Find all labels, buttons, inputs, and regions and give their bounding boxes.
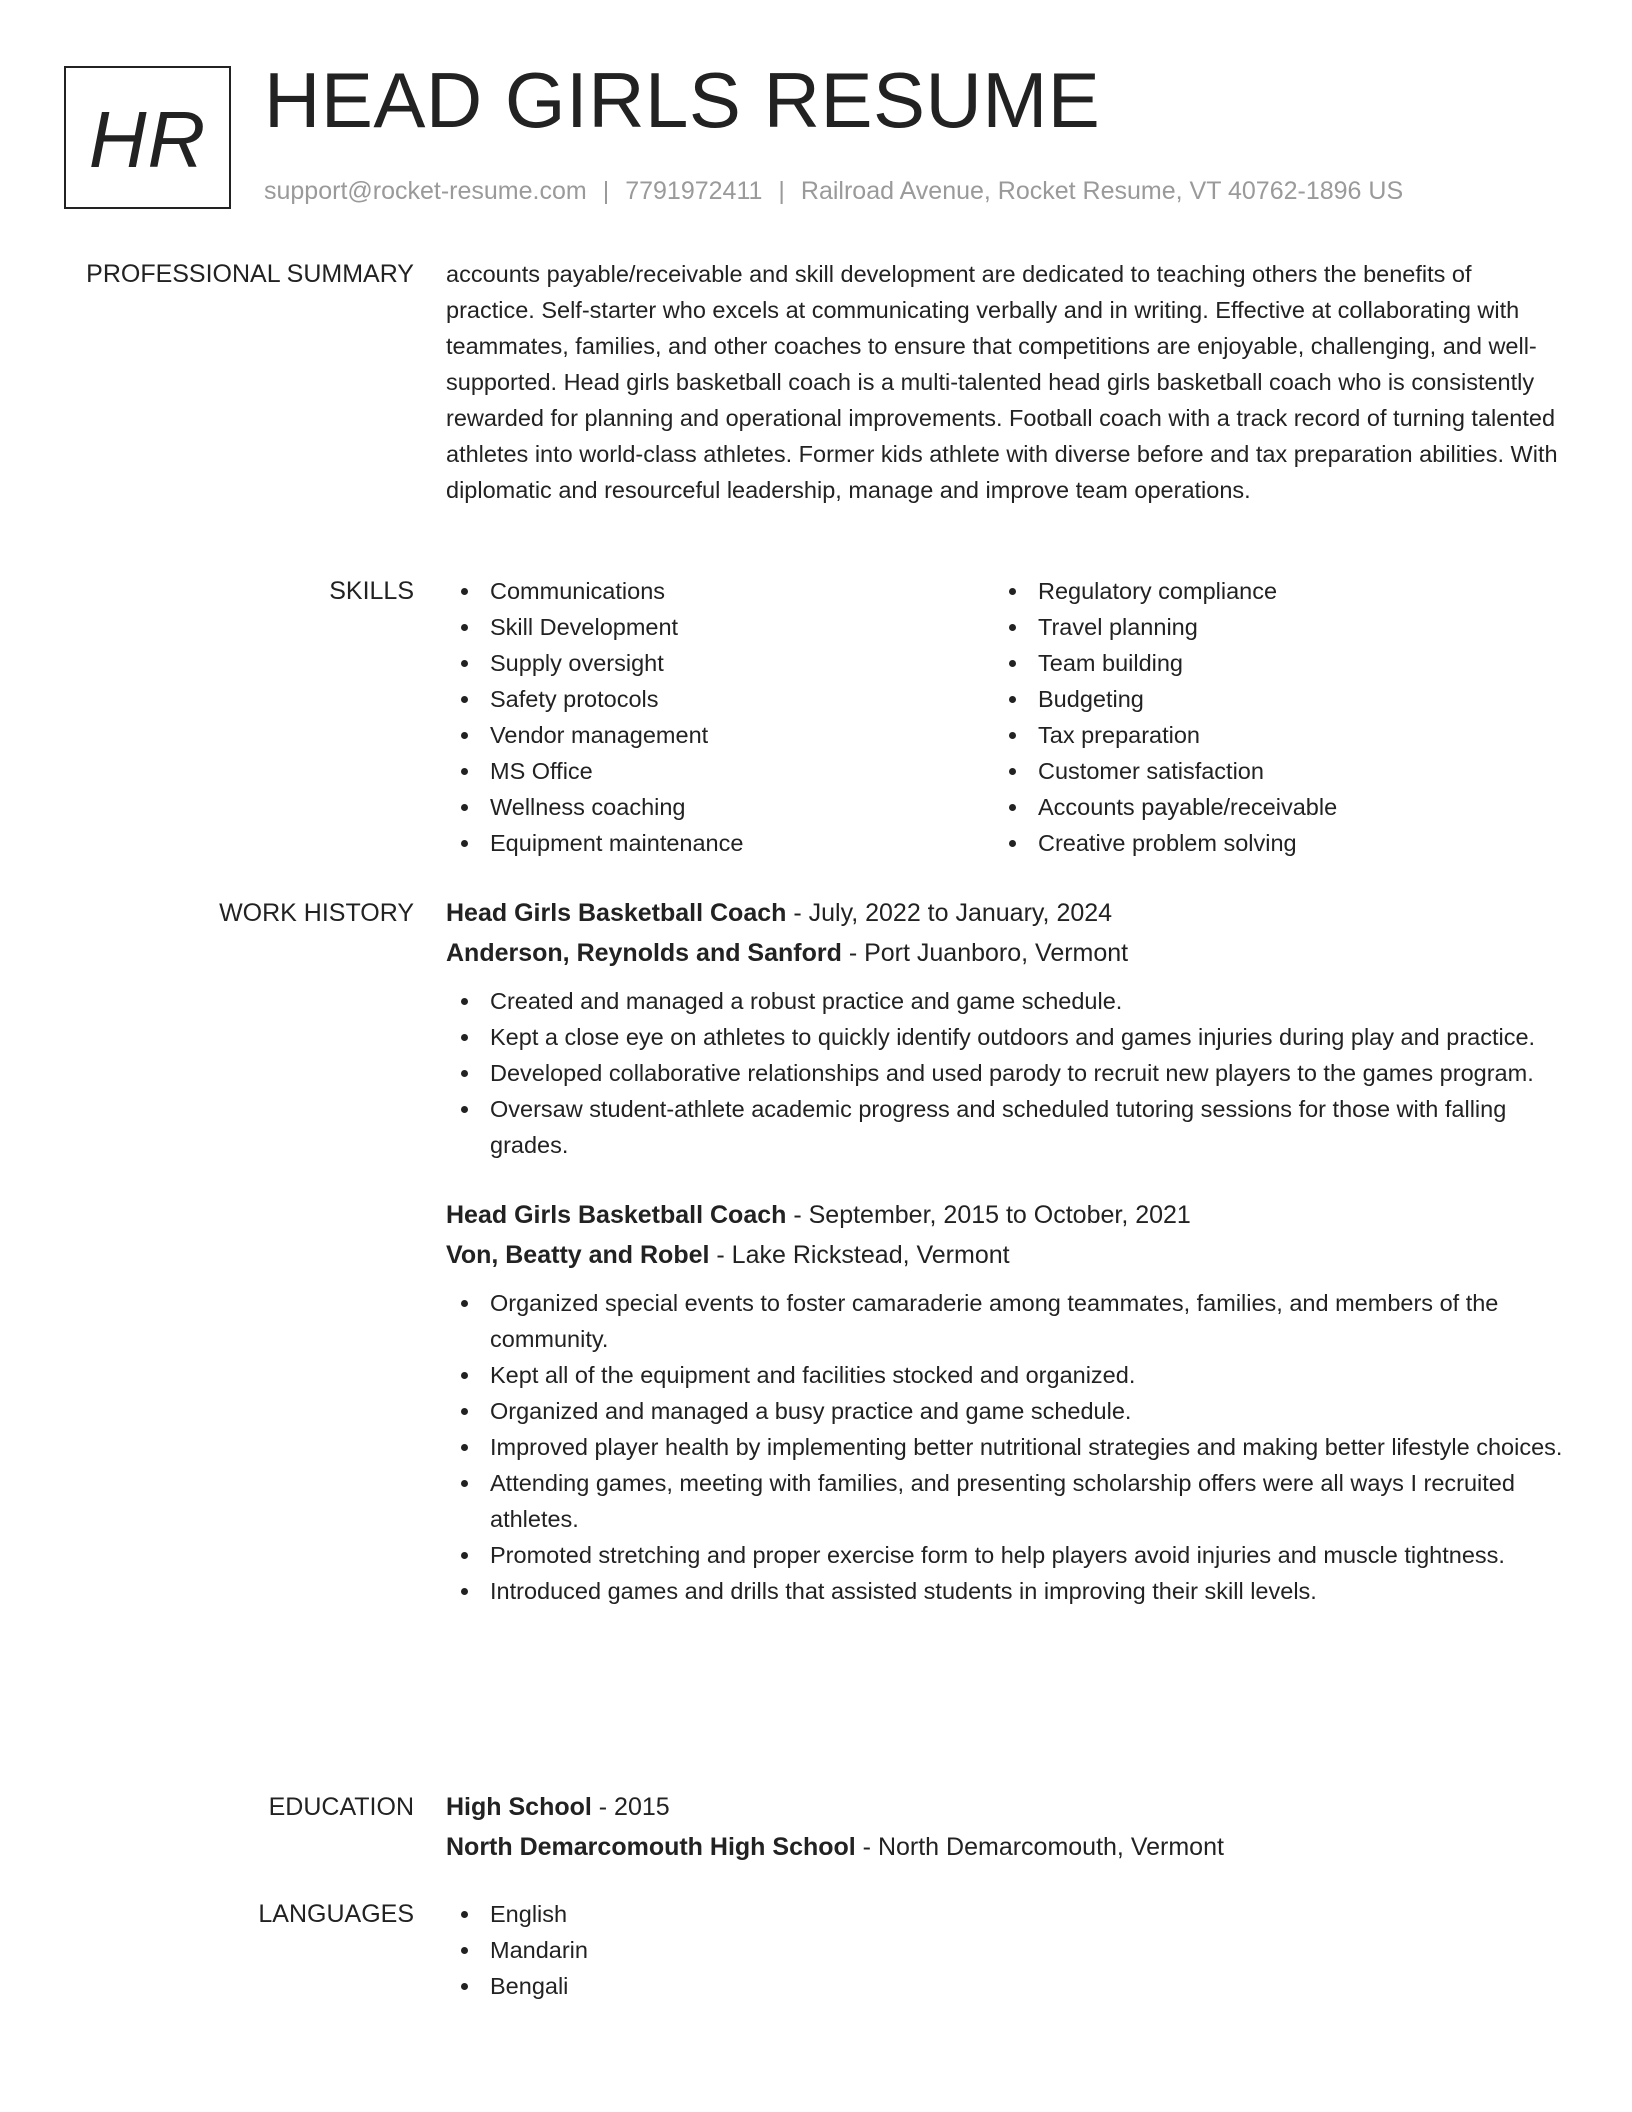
- summary-label: PROFESSIONAL SUMMARY: [86, 260, 414, 288]
- job-entry: [446, 893, 1566, 1163]
- education-degree-line: [446, 1787, 1566, 1827]
- skill-item: Budgeting: [994, 681, 1542, 717]
- languages-list: [446, 1896, 1566, 2004]
- skills-label: SKILLS: [329, 577, 414, 605]
- contact-email: support@rocket-resume.com: [264, 177, 587, 205]
- job-bullets: [446, 983, 1566, 1163]
- skill-item: Travel planning: [994, 609, 1542, 645]
- skills-body: [446, 573, 1566, 861]
- monogram-text: HR: [88, 94, 207, 184]
- skill-item: Equipment maintenance: [446, 825, 994, 861]
- skills-list-right: [994, 573, 1542, 861]
- education-year: - 2015: [591, 1793, 670, 1821]
- education-school: North Demarcomouth High School: [446, 1833, 856, 1861]
- job-bullet: Improved player health by implementing better nutritional strategies and making better lifestyle choices.: [446, 1429, 1566, 1465]
- job-bullet: Developed collaborative relationships and used parody to recruit new players to the games program.: [446, 1055, 1566, 1091]
- job-bullet: Attending games, meeting with families, and presenting scholarship offers were all ways I recruited athletes.: [446, 1465, 1566, 1537]
- languages-body: [446, 1896, 1566, 2004]
- skill-item: Skill Development: [446, 609, 994, 645]
- education-body: [446, 1787, 1566, 1867]
- job-company: Von, Beatty and Robel: [446, 1241, 710, 1269]
- skill-item: Accounts payable/receivable: [994, 789, 1542, 825]
- contact-separator: |: [602, 177, 610, 205]
- job-bullet: Created and managed a robust practice and game schedule.: [446, 983, 1566, 1019]
- job-title-line: [446, 1195, 1566, 1235]
- job-bullet: Promoted stretching and proper exercise form to help players avoid injuries and muscle tightness.: [446, 1537, 1566, 1573]
- skill-item: MS Office: [446, 753, 994, 789]
- contact-phone: 7791972411: [625, 177, 763, 205]
- job-location: - Port Juanboro, Vermont: [841, 939, 1129, 967]
- skill-item: Supply oversight: [446, 645, 994, 681]
- job-bullet: Organized special events to foster camaraderie among teammates, families, and members of the community.: [446, 1285, 1566, 1357]
- language-item: Mandarin: [446, 1932, 1566, 1968]
- language-item: English: [446, 1896, 1566, 1932]
- skill-item: Communications: [446, 573, 994, 609]
- job-location: - Lake Rickstead, Vermont: [709, 1241, 1010, 1269]
- skill-item: Wellness coaching: [446, 789, 994, 825]
- skill-item: Safety protocols: [446, 681, 994, 717]
- skill-item: Tax preparation: [994, 717, 1542, 753]
- job-bullet: Introduced games and drills that assisted students in improving their skill levels.: [446, 1573, 1566, 1609]
- job-company-line: [446, 933, 1566, 973]
- job-entry: [446, 1195, 1566, 1609]
- contact-address: Railroad Avenue, Rocket Resume, VT 40762-1896 US: [800, 177, 1404, 205]
- education-label: EDUCATION: [268, 1793, 414, 1821]
- job-bullets: [446, 1285, 1566, 1609]
- skills-list-left: [446, 573, 994, 861]
- education-degree: High School: [446, 1793, 592, 1821]
- job-company-line: [446, 1235, 1566, 1275]
- job-bullet: Kept all of the equipment and facilities stocked and organized.: [446, 1357, 1566, 1393]
- resume-name: HEAD GIRLS RESUME: [264, 56, 1101, 144]
- job-dates: - September, 2015 to October, 2021: [786, 1201, 1191, 1229]
- skill-item: Creative problem solving: [994, 825, 1542, 861]
- language-item: Bengali: [446, 1968, 1566, 2004]
- job-title-line: [446, 893, 1566, 933]
- job-bullet: Kept a close eye on athletes to quickly identify outdoors and games injuries during play and practice.: [446, 1019, 1566, 1055]
- job-bullet: Oversaw student-athlete academic progress and scheduled tutoring sessions for those with falling grades.: [446, 1091, 1566, 1163]
- contact-separator: |: [778, 177, 785, 205]
- languages-label: LANGUAGES: [258, 1900, 414, 1928]
- contact-line: [264, 176, 1403, 206]
- job-dates: - July, 2022 to January, 2024: [786, 899, 1113, 927]
- monogram-box: [64, 66, 231, 209]
- skill-item: Regulatory compliance: [994, 573, 1542, 609]
- job-title: Head Girls Basketball Coach: [446, 1201, 787, 1229]
- work-label: WORK HISTORY: [219, 899, 414, 927]
- summary-text: accounts payable/receivable and skill development are dedicated to teaching others the benefits of practice. Self-starter who excels at communicating verbally and in writing. Effective at collaborating with teammates, families, and other coaches to ensure that competitions are enjoyable, challenging, and well-supported. Head girls basketball coach is a multi-talented head girls basketball coach who is consistently rewarded for planning and operational improvements. Football coach with a track record of turning talented athletes into world-class athletes. Former kids athlete with diverse before and tax preparation abilities. With diplomatic and resourceful leadership, manage and improve team operations.: [446, 261, 1558, 503]
- skill-item: Team building: [994, 645, 1542, 681]
- skill-item: Vendor management: [446, 717, 994, 753]
- job-bullet: Organized and managed a busy practice and game schedule.: [446, 1393, 1566, 1429]
- job-title: Head Girls Basketball Coach: [446, 899, 787, 927]
- work-body: [446, 893, 1566, 1609]
- job-company: Anderson, Reynolds and Sanford: [446, 939, 842, 967]
- skill-item: Customer satisfaction: [994, 753, 1542, 789]
- education-school-line: [446, 1827, 1566, 1867]
- education-location: - North Demarcomouth, Vermont: [855, 1833, 1224, 1861]
